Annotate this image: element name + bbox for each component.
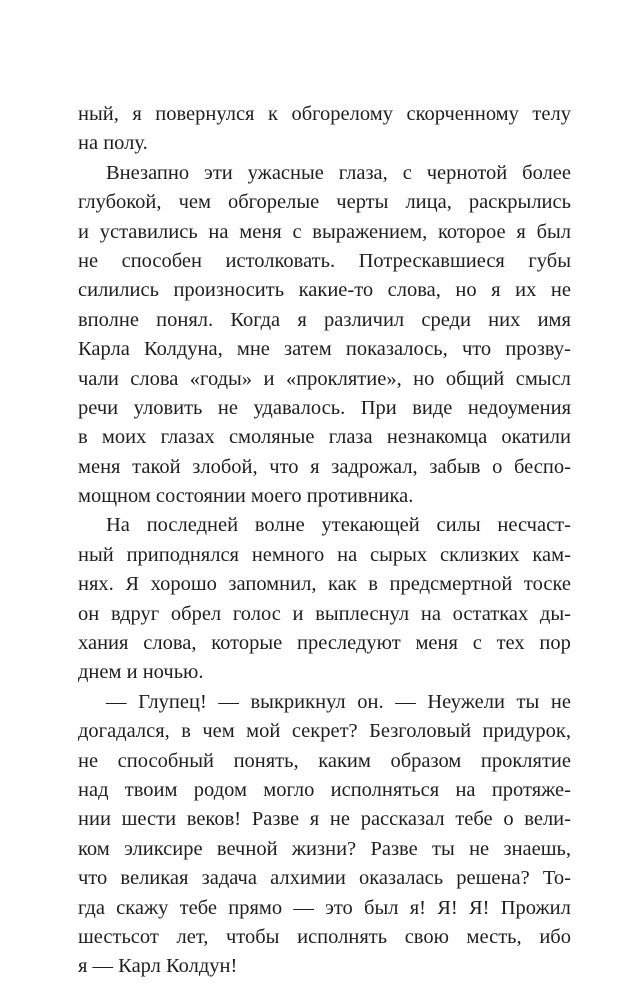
word: Неужели <box>427 690 505 713</box>
word: — <box>395 690 416 713</box>
word: жизни? <box>291 837 357 860</box>
word: в <box>368 573 378 596</box>
paragraph <box>78 159 571 512</box>
word: злобой, <box>192 455 258 478</box>
word: ибо <box>539 925 571 948</box>
text-line <box>78 776 571 805</box>
word: способен <box>121 249 203 272</box>
word: На <box>106 514 130 537</box>
word: ком <box>78 837 110 860</box>
word: но <box>455 279 477 302</box>
word: на <box>455 778 476 801</box>
word: оказалась <box>358 867 444 890</box>
word: виде <box>412 396 453 419</box>
word: прямо <box>228 896 283 919</box>
word: каким <box>318 749 371 772</box>
text-line <box>78 747 571 776</box>
word: Карла <box>78 338 130 361</box>
word: смысл <box>515 367 571 390</box>
word: Безголовый <box>369 720 472 743</box>
word: над <box>78 778 109 801</box>
word: о <box>503 808 514 831</box>
word: понять, <box>233 749 299 772</box>
word: и <box>263 367 275 390</box>
word: хорошо <box>150 573 217 596</box>
text-line <box>78 218 571 247</box>
word: Колдуна, <box>143 338 223 361</box>
text-line <box>78 159 571 188</box>
word: был <box>536 220 571 243</box>
word: месть, <box>466 925 522 948</box>
word: понял. <box>156 308 214 331</box>
word: показалось, <box>345 338 448 361</box>
word: твоим <box>124 778 178 801</box>
word: мне <box>236 338 270 361</box>
text-line <box>78 188 571 217</box>
word: ный <box>78 543 114 566</box>
word: предсмертной <box>389 573 513 596</box>
word: повернулся <box>155 103 255 125</box>
word: силы <box>436 514 481 537</box>
text-line <box>78 600 571 629</box>
word: не <box>329 808 350 831</box>
word: шестьсот <box>78 925 159 948</box>
word: шести <box>121 808 177 831</box>
word: глазах <box>160 426 215 449</box>
word: проклятие <box>480 749 571 772</box>
word: Я! <box>468 896 490 919</box>
word: решена? <box>456 867 530 890</box>
word: и <box>78 220 89 243</box>
word: придурок, <box>482 720 571 743</box>
word: глаза <box>328 426 373 449</box>
text-line <box>78 100 571 129</box>
word: кам- <box>532 543 571 566</box>
word: глаза, <box>338 161 388 184</box>
text-line <box>78 894 571 923</box>
word: вдруг <box>110 602 160 625</box>
word: Я <box>125 573 140 596</box>
text-line: мощном состоянии моего противника. <box>78 485 414 508</box>
word: чернотой <box>426 161 508 184</box>
word: слова <box>130 367 179 390</box>
word: речи <box>78 396 119 419</box>
word: ты <box>432 837 455 860</box>
text-line <box>78 247 571 276</box>
word: остатках <box>452 602 529 625</box>
text-line <box>78 923 571 952</box>
text-line <box>78 394 571 423</box>
word: на <box>208 220 229 243</box>
word: чали <box>78 367 119 390</box>
word: смоляные <box>228 426 315 449</box>
word: Глупец! <box>138 690 207 713</box>
word: последней <box>146 514 239 537</box>
word: как <box>328 573 357 596</box>
word: ты <box>516 690 540 713</box>
text-line <box>78 629 571 658</box>
word: То- <box>542 867 571 890</box>
word: в <box>181 720 191 743</box>
text-line <box>78 453 571 482</box>
word: способный <box>117 749 214 772</box>
word: недоумения <box>467 396 571 419</box>
word: Когда <box>230 308 281 331</box>
word: секрет? <box>291 720 358 743</box>
text-line <box>78 276 571 305</box>
paragraph <box>78 688 571 982</box>
word: раскрылись <box>468 191 571 214</box>
word: чем <box>178 191 211 214</box>
word: с <box>292 220 302 243</box>
text-line: я — Карл Колдун! <box>78 955 238 978</box>
word: меня <box>239 220 282 243</box>
word: произносить <box>173 279 285 302</box>
text-line <box>78 365 571 394</box>
word: нях. <box>78 573 114 596</box>
word: веков! <box>186 808 242 831</box>
word: чтобы <box>226 925 280 948</box>
word: уставились <box>99 220 198 243</box>
word: прозву- <box>505 338 571 361</box>
word: истолковать. <box>225 249 336 272</box>
word: Разве <box>370 837 418 860</box>
word: обрел <box>170 602 222 625</box>
word: выкрикнул <box>250 690 346 713</box>
word: различил <box>324 308 405 331</box>
word: склизких <box>440 543 520 566</box>
word: Внезапно <box>106 161 190 184</box>
word: что <box>269 455 299 478</box>
word: черты <box>336 191 389 214</box>
word: «годы» <box>189 367 253 390</box>
word: о <box>492 455 503 478</box>
word: выплеснул <box>315 602 410 625</box>
word: голос <box>232 602 281 625</box>
word: я <box>491 279 501 302</box>
word: я <box>310 455 320 478</box>
word: я! <box>409 896 426 919</box>
body-text <box>78 100 571 982</box>
word: меня <box>78 455 121 478</box>
word: я <box>297 308 307 331</box>
word: волне <box>254 514 305 537</box>
word: удавалось. <box>253 396 346 419</box>
word: — <box>218 690 239 713</box>
word: уловить <box>133 396 203 419</box>
word: Я! <box>437 896 458 919</box>
word: ный, <box>78 103 119 125</box>
word: нии <box>78 808 111 831</box>
word: родом <box>193 778 247 801</box>
text-line <box>78 688 571 717</box>
word: он. <box>357 690 384 713</box>
word: исполняться <box>330 778 440 801</box>
text-line <box>78 864 571 893</box>
word: ды- <box>539 602 571 625</box>
word: эликсире <box>124 837 203 860</box>
word: немного <box>251 543 325 566</box>
word: скажу <box>116 896 169 919</box>
word: вполне <box>78 308 139 331</box>
word: был <box>364 896 399 919</box>
word: исполнять <box>297 925 388 948</box>
word: Разве <box>251 808 300 831</box>
word: запомнил, <box>228 573 317 596</box>
word: лет, <box>176 925 209 948</box>
word: выражением, <box>312 220 428 243</box>
text-line <box>78 511 571 540</box>
word: — <box>293 896 314 919</box>
word: мой <box>246 720 281 743</box>
word: забыв <box>429 455 481 478</box>
word: но <box>413 367 435 390</box>
word: с <box>402 161 412 184</box>
word: и <box>292 602 304 625</box>
text-line <box>78 423 571 452</box>
text-line: на полу. <box>78 132 148 155</box>
word: моих <box>101 426 147 449</box>
word: скорченному <box>406 103 519 125</box>
text-line <box>78 306 571 335</box>
word: чем <box>202 720 235 743</box>
word: что <box>78 867 108 890</box>
word: могло <box>263 778 315 801</box>
word: вели- <box>524 808 571 831</box>
word: Прожил <box>500 896 571 919</box>
word: не <box>78 749 99 772</box>
word: сырых <box>370 543 428 566</box>
word: он <box>78 602 100 625</box>
word: к <box>268 103 278 125</box>
paragraph <box>78 511 571 687</box>
word: гда <box>78 896 105 919</box>
word: задрожал, <box>331 455 418 478</box>
word: утекающей <box>321 514 420 537</box>
word: приподнялся <box>126 543 239 566</box>
word: пор <box>539 632 571 655</box>
word: тоске <box>523 573 571 596</box>
word: При <box>360 396 397 419</box>
word: которые <box>211 632 283 655</box>
word: такой <box>132 455 181 478</box>
word: на <box>420 602 441 625</box>
text-line <box>78 335 571 364</box>
word: не <box>78 249 99 272</box>
word: силились <box>78 279 159 302</box>
word: имя <box>537 308 571 331</box>
text-line <box>78 541 571 570</box>
word: не <box>217 396 238 419</box>
word: глубокой, <box>78 191 162 214</box>
word: знаешь, <box>503 837 571 860</box>
word: меня <box>415 632 458 655</box>
word: образом <box>390 749 462 772</box>
word: обгорелые <box>227 191 320 214</box>
text-line <box>78 805 571 834</box>
text-line <box>78 570 571 599</box>
word: несчаст- <box>497 514 571 537</box>
word: не <box>469 837 490 860</box>
word: не <box>550 690 571 713</box>
word: догадался, <box>78 720 170 743</box>
word: ужасные <box>247 161 324 184</box>
word: эти <box>204 161 233 184</box>
word: телу <box>532 103 571 125</box>
word: них <box>488 308 521 331</box>
word: в <box>78 426 88 449</box>
word: — <box>106 690 127 713</box>
word: не <box>550 279 571 302</box>
word: тебе <box>455 808 493 831</box>
word: я <box>309 808 320 831</box>
word: губы <box>528 249 571 272</box>
word: обгорелому <box>291 103 393 125</box>
word: среди <box>421 308 471 331</box>
word: тебе <box>179 896 217 919</box>
word: их <box>515 279 537 302</box>
word: тех <box>496 632 525 655</box>
word: более <box>522 161 571 184</box>
word: лица, <box>405 191 452 214</box>
word: хания <box>78 632 129 655</box>
word: рассказал <box>360 808 445 831</box>
word: преследуют <box>296 632 401 655</box>
word: которое <box>437 220 506 243</box>
paragraph <box>78 100 571 159</box>
word: беспо- <box>514 455 571 478</box>
word: задача <box>201 867 257 890</box>
word: свою <box>404 925 449 948</box>
word: «проклятие», <box>285 367 402 390</box>
text-line: днем и ночью. <box>78 661 204 684</box>
word: слова, <box>143 632 197 655</box>
word: с <box>472 632 482 655</box>
text-line <box>78 835 571 864</box>
word: затем <box>284 338 332 361</box>
word: какие-то <box>298 279 374 302</box>
word: на <box>337 543 358 566</box>
word: это <box>325 896 353 919</box>
word: я <box>516 220 526 243</box>
word: Потрескавшиеся <box>358 249 505 272</box>
word: незнакомца <box>386 426 488 449</box>
word: общий <box>445 367 505 390</box>
word: протяже- <box>491 778 571 801</box>
word: я <box>132 103 142 125</box>
word: вечной <box>216 837 278 860</box>
word: слова, <box>387 279 441 302</box>
word: великая <box>120 867 189 890</box>
text-line <box>78 717 571 746</box>
word: окатили <box>501 426 571 449</box>
word: что <box>461 338 492 361</box>
word: алхимии <box>270 867 346 890</box>
